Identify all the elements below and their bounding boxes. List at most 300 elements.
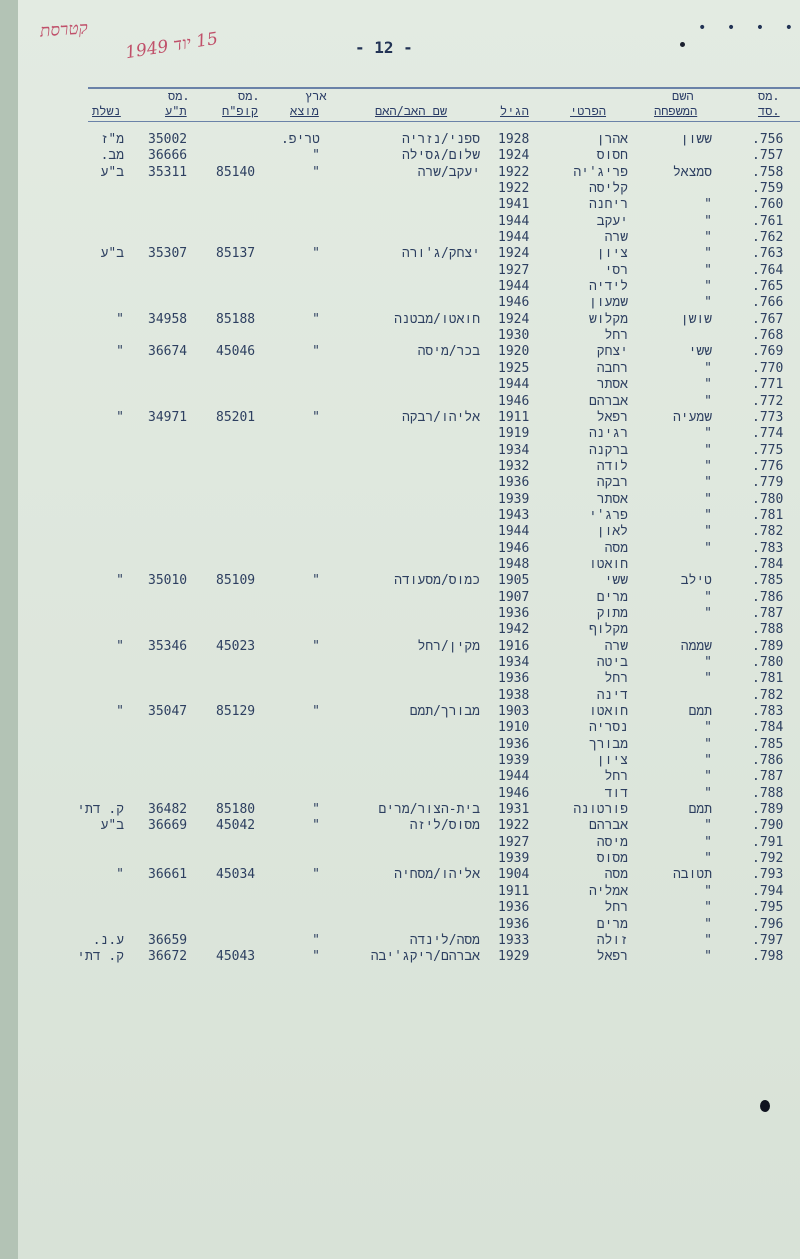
- row-number: .792: [752, 851, 784, 867]
- table-row: [0, 655, 800, 671]
- birth-year: 1946: [498, 393, 530, 409]
- family-name: תטובה: [672, 867, 712, 883]
- birth-year: 1931: [498, 802, 530, 818]
- family-name: תמם: [688, 802, 712, 818]
- header-family-bottom: המשפחה: [654, 104, 698, 118]
- row-number: .793: [752, 867, 784, 883]
- row-number: .788: [752, 785, 784, 801]
- table-row: [0, 344, 800, 360]
- birth-year: 1941: [498, 197, 530, 213]
- table-row: [0, 197, 800, 213]
- country-of-origin: טריפ.: [280, 132, 320, 147]
- table-row: [0, 148, 800, 164]
- family-name: ": [704, 540, 712, 556]
- birth-year: 1939: [498, 851, 530, 867]
- first-name: מקלוש: [588, 311, 628, 327]
- birth-year: 1933: [498, 932, 530, 948]
- status-note: ": [116, 409, 124, 425]
- birth-year: 1925: [498, 360, 530, 376]
- country-of-origin: ": [312, 949, 320, 965]
- table-row: [0, 361, 800, 377]
- row-number: .787: [752, 769, 784, 785]
- family-name: ": [704, 360, 712, 376]
- header-country-top: ארץ: [305, 89, 327, 103]
- first-name: שרה: [604, 230, 628, 246]
- table-row: [0, 900, 800, 916]
- country-of-origin: ": [312, 932, 320, 948]
- status-note: ": [116, 638, 124, 654]
- row-number: .783: [752, 540, 784, 556]
- first-name: פרג'י: [588, 507, 628, 523]
- row-number: .784: [752, 556, 784, 572]
- birth-year: 1944: [498, 213, 530, 229]
- family-name: ": [704, 655, 712, 670]
- family-name: ": [704, 785, 712, 801]
- first-name: מקלוף: [588, 622, 628, 638]
- family-name: ": [704, 507, 712, 523]
- first-name: רחל: [604, 769, 628, 785]
- first-name: ברקנה: [588, 442, 628, 458]
- family-name: טילב: [680, 573, 712, 589]
- id-number: 35047: [148, 704, 188, 720]
- first-name: רפאל: [596, 949, 628, 965]
- birth-year: 1946: [498, 785, 530, 801]
- row-number: .774: [752, 426, 784, 442]
- row-number: .797: [752, 932, 784, 948]
- row-number: .771: [752, 377, 784, 393]
- first-name: שמעון: [588, 295, 628, 311]
- table-row: [0, 377, 800, 393]
- row-number: .787: [752, 605, 784, 621]
- birth-year: 1911: [498, 883, 530, 899]
- birth-year: 1916: [498, 638, 530, 654]
- first-name: אמליה: [588, 883, 628, 899]
- parents-names: מסה/לינדה: [409, 932, 480, 948]
- table-row: [0, 671, 800, 687]
- birth-year: 1911: [498, 409, 530, 425]
- row-number: .766: [752, 295, 784, 311]
- parents-names: מבורך/תמם: [409, 704, 480, 720]
- table-row: [0, 394, 800, 410]
- family-name: ": [704, 834, 712, 850]
- header-num-bottom: סד.: [758, 104, 780, 118]
- family-name: ": [704, 769, 712, 785]
- first-name: יצחק: [596, 344, 628, 360]
- table-row: [0, 230, 800, 246]
- birth-year: 1939: [498, 753, 530, 769]
- row-number: .756: [752, 132, 784, 147]
- birth-year: 1936: [498, 900, 530, 916]
- health-fund-number: 85109: [216, 573, 256, 589]
- header-tv-bottom: ת"ע: [165, 104, 187, 118]
- row-number: .773: [752, 409, 784, 425]
- first-name: אברהם: [588, 818, 628, 834]
- table-row: [0, 181, 800, 197]
- birth-year: 1939: [498, 491, 530, 507]
- first-name: שרה: [604, 638, 628, 654]
- row-number: .791: [752, 834, 784, 850]
- row-number: .763: [752, 246, 784, 262]
- health-fund-number: 45023: [216, 638, 256, 654]
- status-note: מ"ז: [100, 132, 124, 147]
- first-name: רחבה: [596, 360, 628, 376]
- family-name: ": [704, 720, 712, 736]
- family-name: ": [704, 295, 712, 311]
- family-name: ": [704, 491, 712, 507]
- table-row: [0, 541, 800, 557]
- table-row: [0, 443, 800, 459]
- first-name: דינה: [596, 687, 628, 703]
- row-number: .758: [752, 164, 784, 180]
- status-note: ב"ע: [100, 246, 124, 262]
- table-row: [0, 475, 800, 491]
- corner-dots: • • • •: [698, 20, 800, 36]
- family-name: ": [704, 230, 712, 246]
- table-row: [0, 851, 800, 867]
- country-of-origin: ": [312, 164, 320, 180]
- birth-year: 1938: [498, 687, 530, 703]
- first-name: פריג'יה: [573, 164, 628, 180]
- birth-year: 1946: [498, 540, 530, 556]
- table-row: [0, 786, 800, 802]
- header-num-top: מס.: [758, 89, 780, 103]
- first-name: אהרן: [596, 132, 628, 147]
- status-note: ק. דתי: [77, 949, 124, 965]
- status-note: ב"ע: [100, 164, 124, 180]
- first-name: אברהם: [588, 393, 628, 409]
- first-name: ריחנה: [588, 197, 628, 213]
- table-row: [0, 688, 800, 704]
- family-name: ": [704, 213, 712, 229]
- row-number: .796: [752, 916, 784, 932]
- first-name: דוד: [604, 785, 628, 801]
- table-row: [0, 622, 800, 638]
- country-of-origin: ": [312, 867, 320, 883]
- table-row: [0, 769, 800, 785]
- birth-year: 1942: [498, 622, 530, 638]
- first-name: אסתר: [596, 377, 628, 393]
- ink-dot: [680, 42, 685, 47]
- row-number: .795: [752, 900, 784, 916]
- id-number: 34958: [148, 311, 188, 327]
- birth-year: 1927: [498, 262, 530, 278]
- birth-year: 1944: [498, 377, 530, 393]
- first-name: קליסה: [588, 181, 628, 197]
- birth-year: 1934: [498, 655, 530, 670]
- birth-year: 1936: [498, 475, 530, 491]
- first-name: רפאל: [596, 409, 628, 425]
- table-row: [0, 802, 800, 818]
- row-number: .759: [752, 181, 784, 197]
- parents-names: ספני/נזריה: [401, 132, 480, 147]
- first-name: ציון: [596, 246, 628, 262]
- country-of-origin: ": [312, 148, 320, 164]
- row-number: .780: [752, 655, 784, 670]
- header-age: הגיל: [500, 104, 529, 118]
- birth-year: 1936: [498, 605, 530, 621]
- first-name: אסתר: [596, 491, 628, 507]
- status-note: ": [116, 573, 124, 589]
- first-name: ששי: [604, 573, 628, 589]
- table-row: [0, 312, 800, 328]
- status-note: ע.נ.: [92, 932, 124, 948]
- id-number: 36674: [148, 344, 188, 360]
- status-note: ק. דתי: [77, 802, 124, 818]
- family-name: ": [704, 458, 712, 474]
- table-row: [0, 410, 800, 426]
- birth-year: 1920: [498, 344, 530, 360]
- row-number: .768: [752, 328, 784, 344]
- handwritten-date: 15 יוד 1949: [124, 28, 220, 64]
- birth-year: 1929: [498, 949, 530, 965]
- family-name: ": [704, 279, 712, 295]
- country-of-origin: ": [312, 802, 320, 818]
- birth-year: 1943: [498, 507, 530, 523]
- id-number: 35002: [148, 132, 188, 147]
- header-nationality: נשלת: [92, 104, 121, 118]
- family-name: שושן: [680, 311, 712, 327]
- family-name: ": [704, 197, 712, 213]
- table-row: [0, 835, 800, 851]
- header-kf-top: מס.: [238, 89, 260, 103]
- health-fund-number: 85137: [216, 246, 256, 262]
- id-number: 35010: [148, 573, 188, 589]
- table-row: [0, 557, 800, 573]
- table-row: [0, 214, 800, 230]
- status-note: ב"ע: [100, 818, 124, 834]
- first-name: ציון: [596, 753, 628, 769]
- birth-year: 1922: [498, 164, 530, 180]
- family-name: ": [704, 442, 712, 458]
- status-note: ": [116, 344, 124, 360]
- birth-year: 1944: [498, 524, 530, 540]
- table-row: [0, 459, 800, 475]
- status-note: מב.: [100, 148, 124, 164]
- status-note: ": [116, 311, 124, 327]
- parents-names: שלום/גסילה: [401, 148, 480, 164]
- id-number: 36659: [148, 932, 188, 948]
- table-row: [0, 884, 800, 900]
- parents-names: כמוס/מסעודה: [394, 573, 480, 589]
- parents-names: יעקב/שרה: [417, 164, 480, 180]
- first-name: רחל: [604, 900, 628, 916]
- family-name: ששי: [688, 344, 712, 360]
- table-row: [0, 737, 800, 753]
- birth-year: 1924: [498, 148, 530, 164]
- birth-year: 1919: [498, 426, 530, 442]
- row-number: .776: [752, 458, 784, 474]
- health-fund-number: 85201: [216, 409, 256, 425]
- birth-year: 1946: [498, 295, 530, 311]
- status-note: ": [116, 867, 124, 883]
- family-name: ": [704, 753, 712, 769]
- table-row: [0, 949, 800, 965]
- row-number: .779: [752, 475, 784, 491]
- family-name: סמצאל: [672, 164, 712, 180]
- first-name: חואטו: [588, 556, 628, 572]
- family-name: ": [704, 605, 712, 621]
- birth-year: 1928: [498, 132, 530, 147]
- status-note: ": [116, 704, 124, 720]
- row-number: .794: [752, 883, 784, 899]
- country-of-origin: ": [312, 246, 320, 262]
- family-name: ": [704, 475, 712, 491]
- first-name: מתוק: [596, 605, 628, 621]
- id-number: 36672: [148, 949, 188, 965]
- first-name: נסריה: [588, 720, 628, 736]
- first-name: זולה: [596, 932, 628, 948]
- table-body: [0, 132, 800, 966]
- first-name: לאון: [596, 524, 628, 540]
- family-name: ": [704, 736, 712, 752]
- ink-blot: [760, 1100, 770, 1112]
- health-fund-number: 85180: [216, 802, 256, 818]
- first-name: רחל: [604, 328, 628, 344]
- birth-year: 1944: [498, 769, 530, 785]
- family-name: ": [704, 262, 712, 278]
- row-number: .761: [752, 213, 784, 229]
- first-name: לודה: [596, 458, 628, 474]
- row-number: .769: [752, 344, 784, 360]
- row-number: .783: [752, 704, 784, 720]
- first-name: מיסה: [596, 834, 628, 850]
- row-number: .765: [752, 279, 784, 295]
- family-name: תמם: [688, 704, 712, 720]
- family-name: שממה: [680, 638, 712, 654]
- birth-year: 1904: [498, 867, 530, 883]
- first-name: חואטו: [588, 704, 628, 720]
- table-row: [0, 573, 800, 589]
- family-name: ": [704, 851, 712, 867]
- birth-year: 1910: [498, 720, 530, 736]
- header-family-top: השם: [672, 89, 694, 103]
- health-fund-number: 45042: [216, 818, 256, 834]
- birth-year: 1934: [498, 442, 530, 458]
- birth-year: 1932: [498, 458, 530, 474]
- family-name: ": [704, 377, 712, 393]
- parents-names: מסוס/ליזה: [409, 818, 480, 834]
- birth-year: 1948: [498, 556, 530, 572]
- first-name: מסה: [604, 867, 628, 883]
- row-number: .786: [752, 589, 784, 605]
- parents-names: אליהו/מסחיה: [394, 867, 480, 883]
- id-number: 35311: [148, 164, 188, 180]
- row-number: .772: [752, 393, 784, 409]
- row-number: .775: [752, 442, 784, 458]
- table-row: [0, 426, 800, 442]
- parents-names: בכר/מיסה: [417, 344, 480, 360]
- table-row: [0, 720, 800, 736]
- table-row: [0, 295, 800, 311]
- birth-year: 1927: [498, 834, 530, 850]
- row-number: .785: [752, 573, 784, 589]
- table-row: [0, 165, 800, 181]
- birth-year: 1907: [498, 589, 530, 605]
- birth-year: 1944: [498, 230, 530, 246]
- table-row: [0, 246, 800, 262]
- parents-names: יצחק/ג'ורה: [401, 246, 480, 262]
- table-row: [0, 933, 800, 949]
- parents-names: אברהם/ריקג'יבה: [370, 949, 480, 965]
- first-name: יעקב: [596, 213, 628, 229]
- birth-year: 1903: [498, 704, 530, 720]
- table-row: [0, 524, 800, 540]
- family-name: ": [704, 589, 712, 605]
- header-country-bottom: מוצא: [290, 104, 319, 118]
- family-name: ": [704, 524, 712, 540]
- row-number: .782: [752, 687, 784, 703]
- birth-year: 1905: [498, 573, 530, 589]
- table-row: [0, 279, 800, 295]
- first-name: מרים: [596, 916, 628, 932]
- country-of-origin: ": [312, 573, 320, 589]
- id-number: 35346: [148, 638, 188, 654]
- header-kf-bottom: קופ"ח: [222, 104, 259, 118]
- birth-year: 1924: [498, 311, 530, 327]
- table-row: [0, 263, 800, 279]
- health-fund-number: 85140: [216, 164, 256, 180]
- id-number: 36666: [148, 148, 188, 164]
- row-number: .785: [752, 736, 784, 752]
- health-fund-number: 45034: [216, 867, 256, 883]
- header-rule-bottom: [88, 121, 800, 122]
- health-fund-number: 45043: [216, 949, 256, 965]
- first-name: מבורך: [588, 736, 628, 752]
- table-row: [0, 606, 800, 622]
- birth-year: 1936: [498, 671, 530, 687]
- parents-names: חואטו/מבטנה: [394, 311, 480, 327]
- row-number: .770: [752, 360, 784, 376]
- birth-year: 1922: [498, 181, 530, 197]
- row-number: .789: [752, 802, 784, 818]
- table-row: [0, 639, 800, 655]
- table-row: [0, 492, 800, 508]
- first-name: מסוס: [596, 851, 628, 867]
- health-fund-number: 85129: [216, 704, 256, 720]
- row-number: .780: [752, 491, 784, 507]
- id-number: 36669: [148, 818, 188, 834]
- birth-year: 1936: [498, 916, 530, 932]
- first-name: לידיה: [588, 279, 628, 295]
- row-number: .757: [752, 148, 784, 164]
- country-of-origin: ": [312, 638, 320, 654]
- birth-year: 1930: [498, 328, 530, 344]
- table-row: [0, 508, 800, 524]
- first-name: מסה: [604, 540, 628, 556]
- health-fund-number: 45046: [216, 344, 256, 360]
- family-name: ": [704, 671, 712, 687]
- first-name: פורטונה: [573, 802, 628, 818]
- id-number: 34971: [148, 409, 188, 425]
- birth-year: 1922: [498, 818, 530, 834]
- row-number: .782: [752, 524, 784, 540]
- header-tv-top: מס.: [168, 89, 190, 103]
- id-number: 36661: [148, 867, 188, 883]
- row-number: .798: [752, 949, 784, 965]
- id-number: 36482: [148, 802, 188, 818]
- parents-names: בית-הצור/מרים: [378, 802, 480, 818]
- first-name: מרים: [596, 589, 628, 605]
- first-name: רסי: [604, 262, 628, 278]
- family-name: ": [704, 818, 712, 834]
- table-row: [0, 867, 800, 883]
- row-number: .781: [752, 671, 784, 687]
- header-parents: שם האב/האם: [375, 104, 448, 118]
- country-of-origin: ": [312, 344, 320, 360]
- health-fund-number: 85188: [216, 311, 256, 327]
- table-row: [0, 132, 800, 148]
- table-row: [0, 704, 800, 720]
